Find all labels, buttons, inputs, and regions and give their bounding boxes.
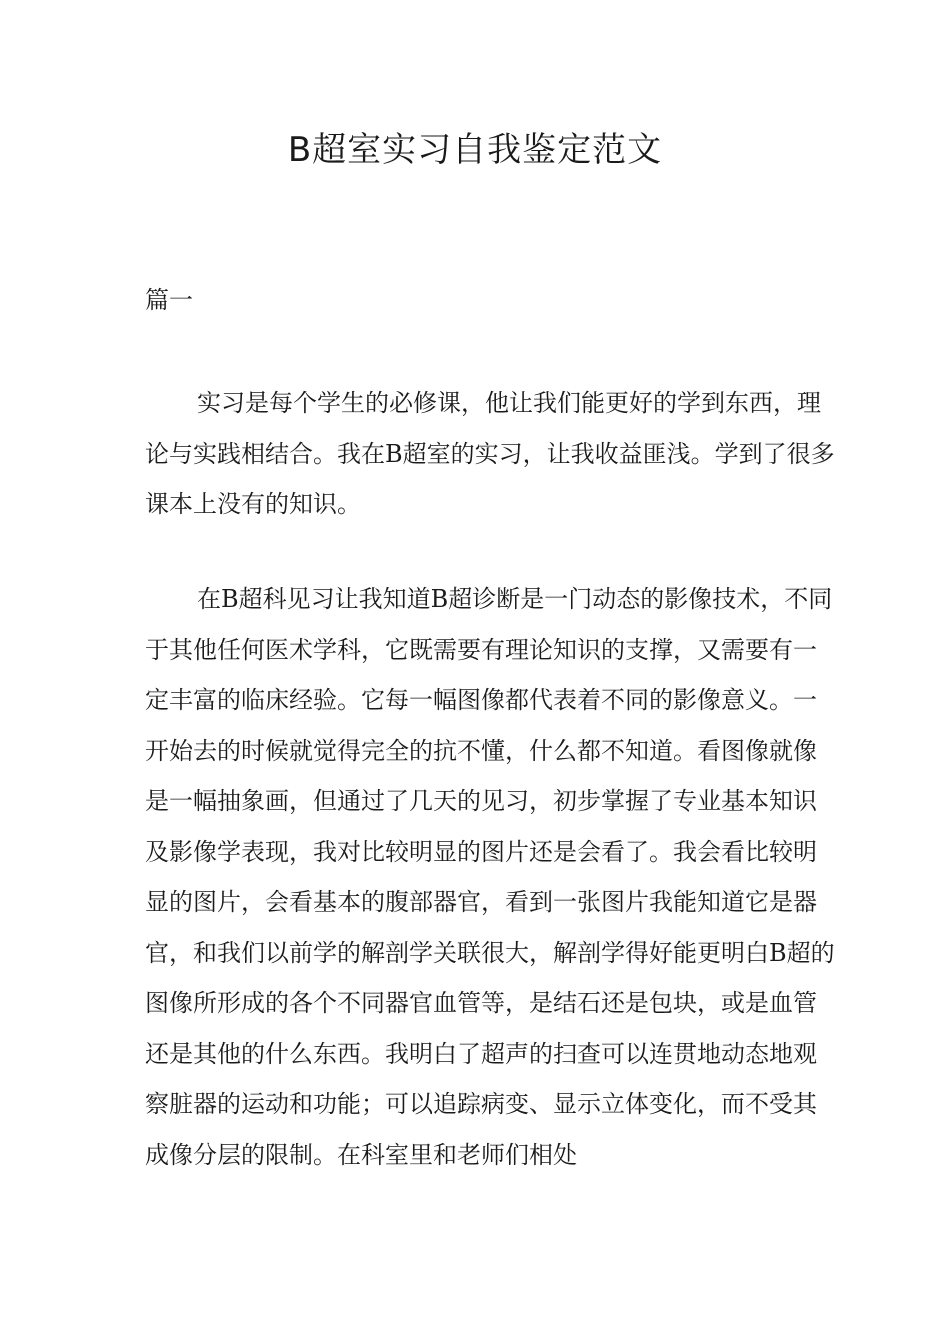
paragraph-1: 实习是每个学生的必修课，他让我们能更好的学到东西，理论与实践相结合。我在B超室的实习，让我收益匪浅。学到了很多课本上没有的知识。 <box>145 389 835 518</box>
section-label: 篇一 <box>145 286 193 314</box>
document-title: B超室实习自我鉴定范文 <box>287 130 663 170</box>
paragraph-2: 在B超科见习让我知道B超诊断是一门动态的影像技术，不同于其他任何医术学科，它既需要有理论知识的支撑，又需要有一定丰富的临床经验。它每一幅图像都代表着不同的影像意义。一开始去的时候就觉得完全的抗不懂，什么都不知道。看图像就像是一幅抽象画，但通过了几天的见习，初步掌握了专业基本知识及影像学表现，我对比较明显的图片还是会看了。我会看比较明显的图片，会看基本的腹部器官，看到一张图片我能知道它是器官，和我们以前学的解剖学关联很大，解剖学得好能更明白B超的图像所形成的各个不同器官血管等，是结石还是包块，或是血管还是其他的什么东西。我明白了超声的扫查可以连贯地动态地观察脏器的运动和功能；可以追踪病变、显示立体变化，而不受其成像分层的限制。在科室里和老师们相处 <box>145 585 835 1169</box>
